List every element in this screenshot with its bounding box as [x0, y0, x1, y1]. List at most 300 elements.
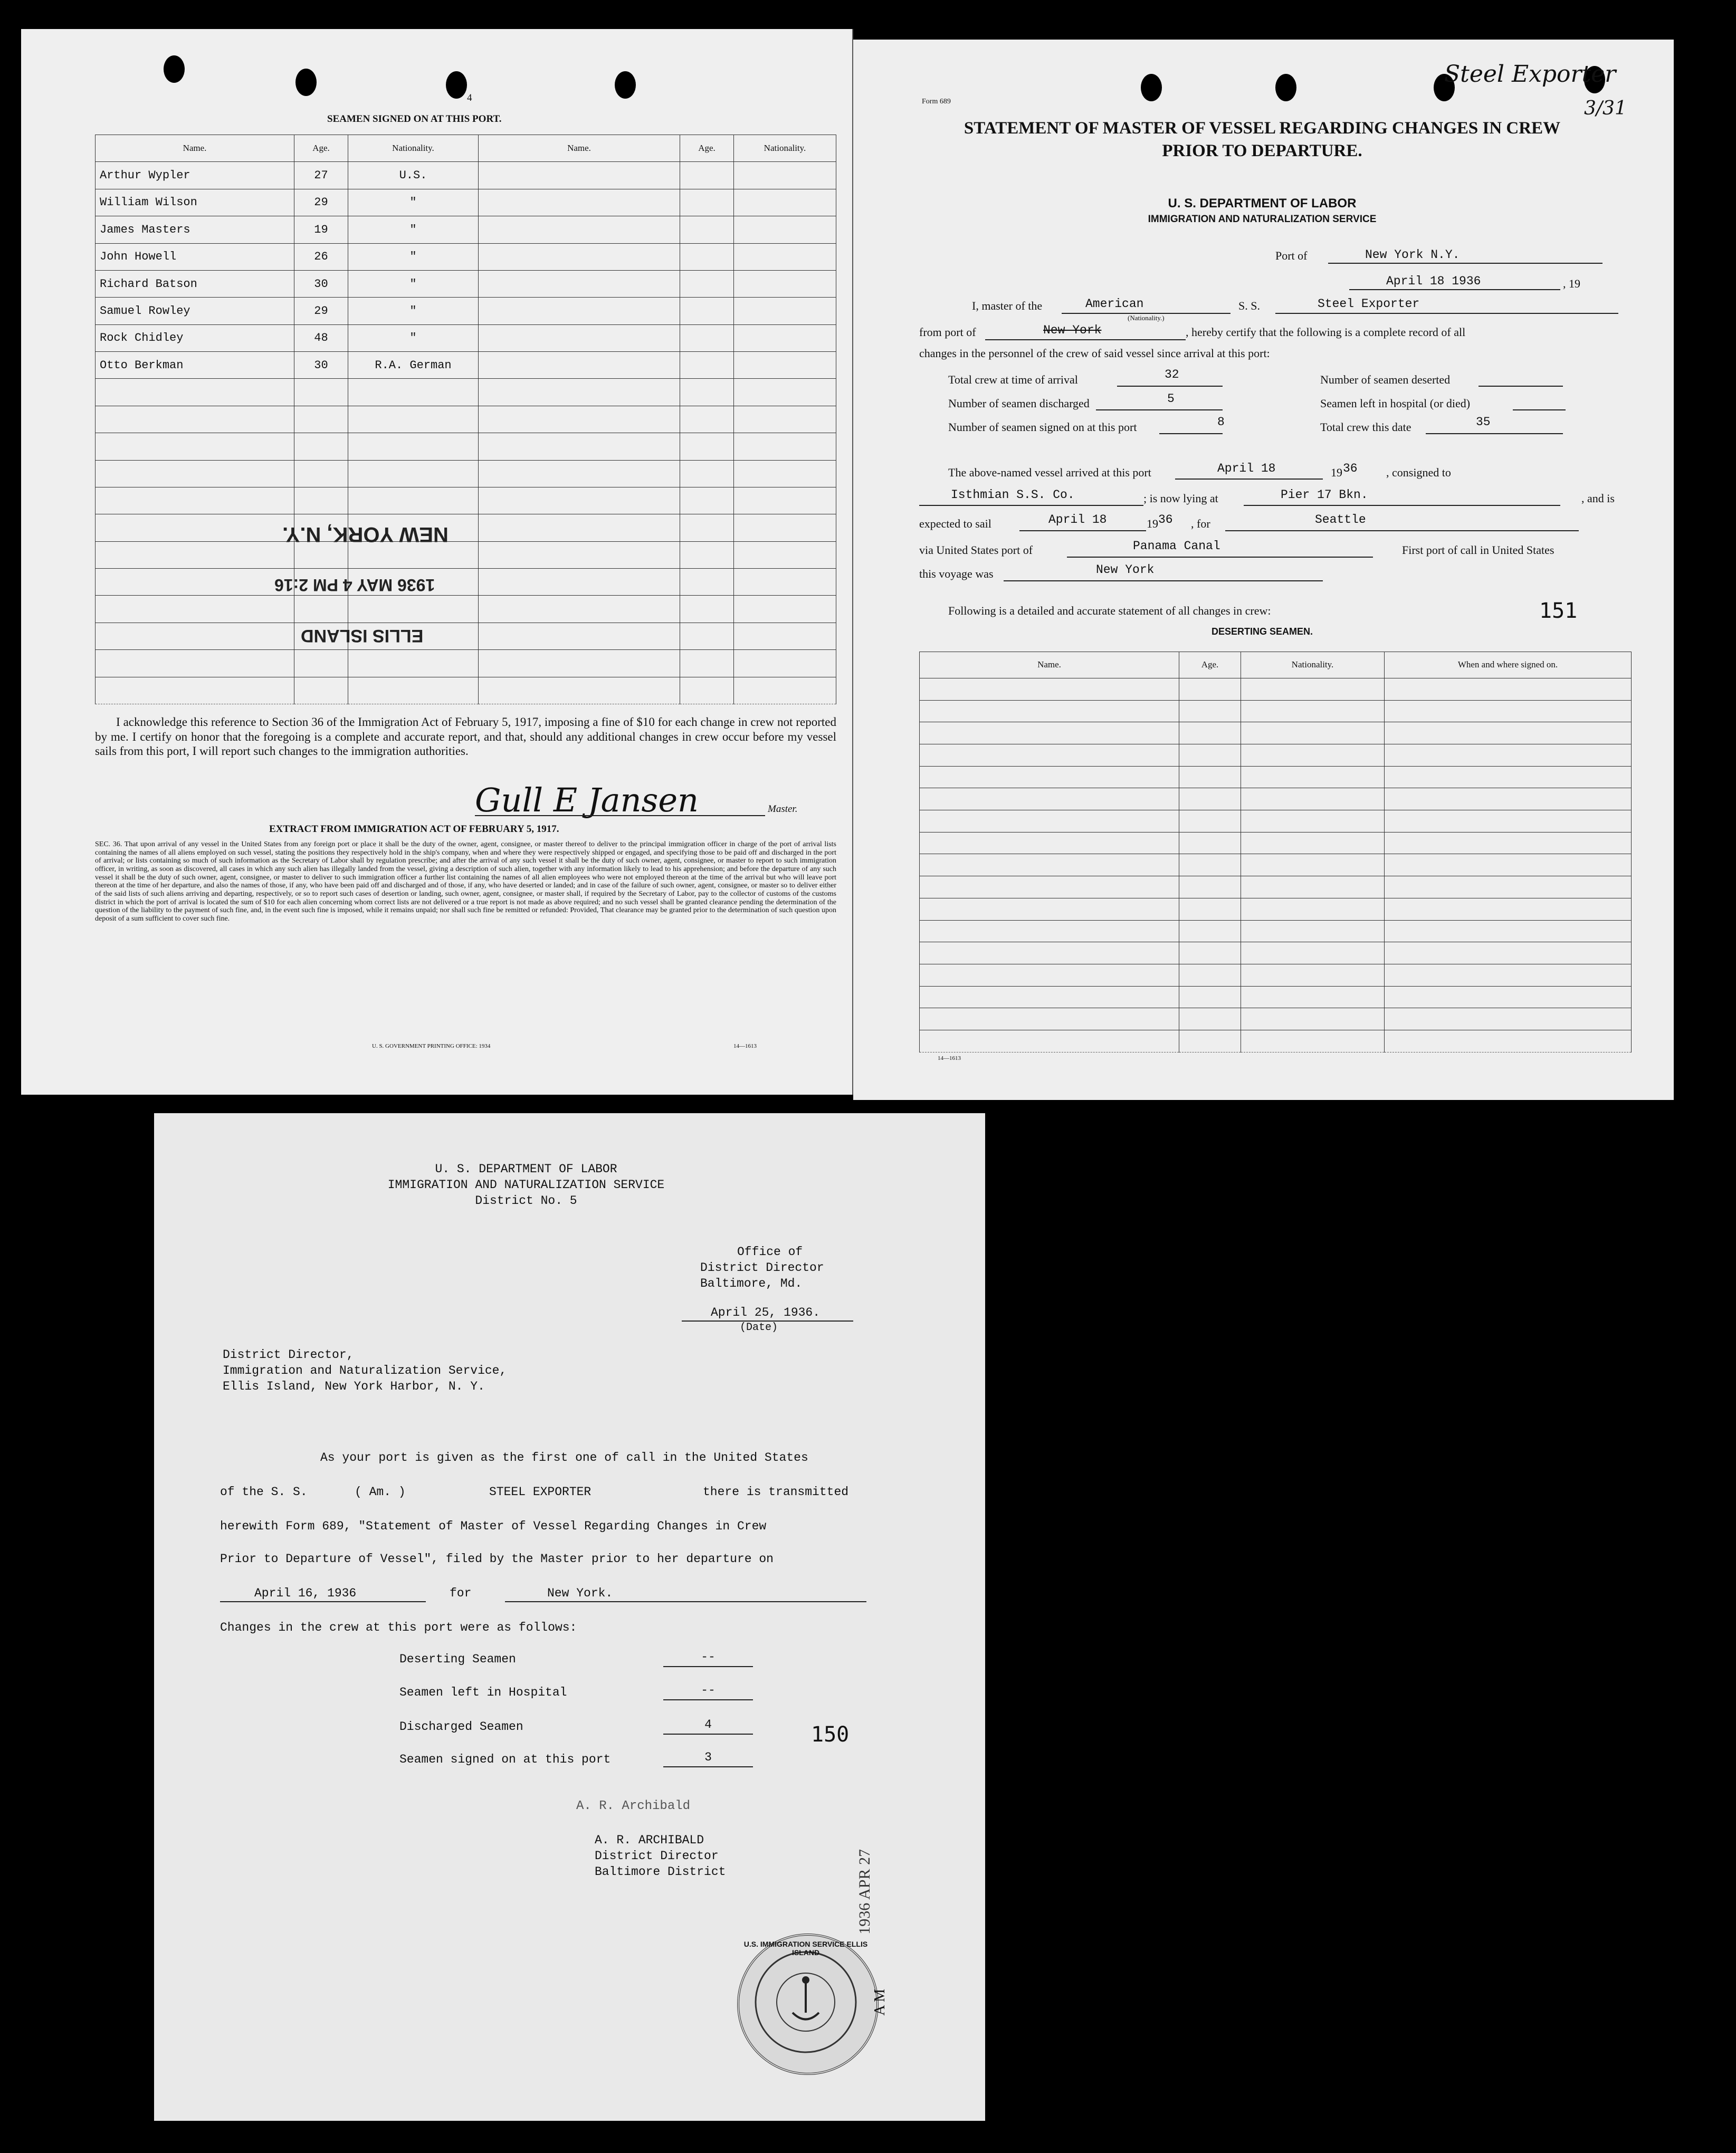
empty-cell [920, 1030, 1179, 1052]
empty-cell [479, 352, 680, 379]
empty-cell [479, 324, 680, 351]
empty-cell [920, 766, 1179, 788]
change-value-line [663, 1666, 753, 1667]
body-line3: herewith Form 689, "Statement of Master of Vessel Regarding Changes in Crew [220, 1519, 767, 1533]
empty-cell [920, 964, 1179, 986]
empty-cell [1179, 964, 1241, 986]
col-header-nationality: Nationality. [734, 135, 836, 162]
change-value: 4 [704, 1718, 712, 1731]
empty-cell [294, 650, 348, 677]
printing-office-footer: U. S. GOVERNMENT PRINTING OFFICE: 1934 [372, 1043, 491, 1049]
page-number: 4 [467, 92, 472, 103]
cell-nationality: R.A. German [348, 352, 479, 379]
form-number: Form 689 [922, 98, 951, 106]
empty-cell [348, 487, 479, 514]
col-header-when-where: When and where signed on. [1385, 652, 1632, 678]
empty-cell [96, 514, 294, 541]
table-row [920, 964, 1632, 986]
table-row [920, 832, 1632, 854]
signer-district: Baltimore District [595, 1865, 726, 1879]
expected-label: expected to sail [919, 517, 991, 530]
addressee-line1: District Director, [223, 1348, 354, 1362]
empty-cell [734, 352, 836, 379]
empty-cell [1385, 876, 1632, 898]
empty-cell [348, 677, 479, 704]
table-row [96, 406, 836, 433]
empty-cell [1241, 854, 1385, 876]
empty-cell [1385, 678, 1632, 700]
empty-cell [1241, 678, 1385, 700]
empty-cell [348, 650, 479, 677]
form-code-footer: 14—1613 [938, 1055, 961, 1061]
date-caption: (Date) [740, 1322, 778, 1334]
arrived-year-value: 36 [1343, 462, 1358, 475]
sail-year-prefix: 19 [1147, 517, 1158, 530]
cell-age: 29 [294, 189, 348, 216]
punch-hole [1141, 74, 1162, 101]
handwritten-number: 3/31 [1584, 98, 1627, 119]
empty-cell [734, 487, 836, 514]
empty-cell [294, 379, 348, 406]
empty-cell [920, 744, 1179, 766]
signer-title: District Director [595, 1849, 719, 1863]
cell-nationality: " [348, 270, 479, 297]
voyage-label: this voyage was [919, 567, 994, 580]
total-crew-date-label: Total crew this date [1320, 420, 1411, 434]
empty-cell [1241, 810, 1385, 833]
hospital-line [1513, 409, 1566, 410]
certify-text: , hereby certify that the following is a complete record of all [1186, 326, 1466, 339]
body-line4: Prior to Departure of Vessel", filed by the Master prior to her departure on [220, 1552, 774, 1566]
empty-cell [680, 460, 734, 487]
received-date-stamp: 1936 APR 27 [856, 1849, 873, 1935]
cell-age: 26 [294, 243, 348, 270]
deserting-header: DESERTING SEAMEN. [1211, 626, 1313, 637]
empty-cell [479, 433, 680, 460]
changes-text: changes in the personnel of the crew of said vessel since arrival at this port: [919, 347, 1270, 360]
empty-cell [96, 569, 294, 596]
total-crew-arrival-label: Total crew at time of arrival [948, 373, 1078, 386]
ss-label: S. S. [1238, 299, 1260, 312]
col-header-nationality: Nationality. [348, 135, 479, 162]
empty-cell [479, 298, 680, 324]
empty-cell [734, 298, 836, 324]
cell-nationality: U.S. [348, 162, 479, 189]
table-row [920, 876, 1632, 898]
empty-cell [734, 569, 836, 596]
empty-cell [294, 677, 348, 704]
consignee-line [919, 505, 1143, 506]
immigration-seal [737, 1934, 879, 2075]
arrived-line [1175, 479, 1323, 480]
signature-line [475, 815, 765, 816]
empty-cell [96, 677, 294, 704]
destination-line [1225, 530, 1579, 531]
table-row [96, 541, 836, 568]
master-label: Master. [768, 803, 798, 815]
cell-nationality: " [348, 243, 479, 270]
table-row [920, 788, 1632, 810]
body-line2-nationality: ( Am. ) [355, 1485, 406, 1499]
via-line [1067, 557, 1373, 558]
change-label: Deserting Seamen [399, 1652, 516, 1666]
empty-cell [734, 677, 836, 704]
changes-intro: Changes in the crew at this port were as follows: [220, 1621, 577, 1634]
empty-cell [1241, 1008, 1385, 1030]
ship-name-value: Steel Exporter [1318, 297, 1420, 311]
punch-hole [164, 55, 185, 83]
cell-age: 19 [294, 216, 348, 243]
empty-cell [96, 650, 294, 677]
total-crew-date-value: 35 [1476, 415, 1491, 429]
department-name: U. S. DEPARTMENT OF LABOR [1168, 196, 1357, 210]
empty-cell [479, 487, 680, 514]
punch-hole [1275, 74, 1296, 101]
empty-cell [920, 788, 1179, 810]
col-header-age: Age. [1179, 652, 1241, 678]
cell-nationality: " [348, 298, 479, 324]
change-value-line [663, 1699, 753, 1700]
empty-cell [1179, 920, 1241, 942]
empty-cell [1385, 986, 1632, 1008]
sequence-stamp-number: 151 [1539, 599, 1578, 623]
date-line [1349, 289, 1560, 290]
table-row [96, 623, 836, 649]
from-port-value: New York [1043, 323, 1102, 337]
statement-title-line2: PRIOR TO DEPARTURE. [1162, 141, 1362, 160]
empty-cell [734, 541, 836, 568]
empty-cell [680, 298, 734, 324]
empty-cell [1179, 898, 1241, 920]
cell-age: 30 [294, 270, 348, 297]
table-row [96, 270, 836, 297]
change-value: -- [701, 1683, 716, 1697]
destination-value: Seattle [1315, 513, 1366, 527]
table-row [920, 722, 1632, 744]
empty-cell [294, 406, 348, 433]
signer-name: A. R. ARCHIBALD [595, 1833, 704, 1847]
empty-cell [680, 487, 734, 514]
empty-cell [1385, 964, 1632, 986]
empty-cell [96, 460, 294, 487]
cell-age: 29 [294, 298, 348, 324]
and-is-label: , and is [1581, 492, 1615, 505]
empty-cell [1179, 1008, 1241, 1030]
empty-cell [479, 677, 680, 704]
consignee-value: Isthmian S.S. Co. [951, 488, 1075, 502]
empty-cell [680, 569, 734, 596]
empty-cell [479, 189, 680, 216]
discharged-line [1096, 409, 1223, 410]
empty-cell [680, 270, 734, 297]
letter-district: District No. 5 [475, 1194, 577, 1208]
body-line2-ship: STEEL EXPORTER [489, 1485, 592, 1499]
cell-name: Otto Berkman [96, 352, 294, 379]
empty-cell [1179, 810, 1241, 833]
addressee-line2: Immigration and Naturalization Service, [223, 1364, 507, 1377]
empty-cell [1179, 854, 1241, 876]
via-value: Panama Canal [1133, 539, 1220, 553]
cell-name: John Howell [96, 243, 294, 270]
deserting-seamen-table [919, 652, 1632, 1052]
discharged-value: 5 [1167, 392, 1175, 406]
port-label: Port of [1275, 249, 1308, 262]
port-stamp-date: 1936 MAY 4 PM 2:16 [274, 576, 435, 595]
port-stamp-city: NEW YORK, N.Y. [282, 523, 449, 546]
signed-on-label: Number of seamen signed on at this port [948, 420, 1137, 434]
empty-cell [680, 650, 734, 677]
empty-cell [680, 162, 734, 189]
change-label: Seamen signed on at this port [399, 1753, 611, 1766]
empty-cell [1385, 854, 1632, 876]
empty-cell [1241, 744, 1385, 766]
empty-cell [479, 569, 680, 596]
table-row [920, 766, 1632, 788]
table-row [96, 677, 836, 704]
office-line2: District Director [700, 1261, 824, 1275]
table-row [96, 460, 836, 487]
cell-name: Richard Batson [96, 270, 294, 297]
arrived-label: The above-named vessel arrived at this port [948, 466, 1151, 479]
empty-cell [1385, 700, 1632, 722]
cell-nationality: " [348, 189, 479, 216]
table-row [96, 298, 836, 324]
change-value-line [663, 1766, 753, 1767]
empty-cell [479, 270, 680, 297]
port-stamp-ellis-island: ELLIS ISLAND [301, 626, 424, 646]
departure-date: April 16, 1936 [254, 1586, 357, 1600]
for-label: for [450, 1586, 472, 1600]
form-code-footer: 14—1613 [733, 1043, 757, 1049]
office-line3: Baltimore, Md. [700, 1277, 803, 1290]
voyage-line [1004, 580, 1323, 581]
table-row [96, 379, 836, 406]
empty-cell [1179, 788, 1241, 810]
col-header-nationality: Nationality. [1241, 652, 1385, 678]
total-crew-arrival-value: 32 [1165, 368, 1179, 381]
empty-cell [734, 243, 836, 270]
empty-cell [1241, 700, 1385, 722]
for-label: , for [1191, 517, 1210, 530]
table-row [920, 744, 1632, 766]
empty-cell [1385, 920, 1632, 942]
table-row [920, 854, 1632, 876]
table-row [96, 162, 836, 189]
empty-cell [479, 623, 680, 649]
empty-cell [1241, 832, 1385, 854]
empty-cell [479, 596, 680, 623]
voyage-value: New York [1096, 563, 1155, 577]
empty-cell [1241, 898, 1385, 920]
empty-cell [920, 700, 1179, 722]
empty-cell [1241, 1030, 1385, 1052]
from-port-label: from port of [919, 326, 976, 339]
col-header-name: Name. [920, 652, 1179, 678]
empty-cell [920, 986, 1179, 1008]
signed-on-value: 8 [1217, 415, 1225, 429]
empty-cell [920, 1008, 1179, 1030]
cell-name: Samuel Rowley [96, 298, 294, 324]
cell-age: 30 [294, 352, 348, 379]
change-value: -- [701, 1650, 716, 1664]
cell-age: 27 [294, 162, 348, 189]
empty-cell [1385, 898, 1632, 920]
empty-cell [680, 541, 734, 568]
handwritten-ship-name: Steel Exporter [1444, 61, 1616, 88]
empty-cell [734, 596, 836, 623]
master-of-label: I, master of the [972, 299, 1043, 312]
table-row [920, 898, 1632, 920]
empty-cell [680, 324, 734, 351]
empty-cell [920, 942, 1179, 964]
col-header-age: Age. [294, 135, 348, 162]
year-prefix: , 19 [1563, 277, 1580, 290]
empty-cell [479, 379, 680, 406]
lying-label: ; is now lying at [1143, 492, 1218, 505]
empty-cell [1241, 942, 1385, 964]
via-label: via United States port of [919, 543, 1033, 557]
empty-cell [734, 379, 836, 406]
sail-year-value: 36 [1158, 513, 1173, 527]
empty-cell [734, 514, 836, 541]
empty-cell [920, 722, 1179, 744]
ship-line [1275, 313, 1618, 314]
nationality-value: American [1085, 297, 1144, 311]
empty-cell [479, 243, 680, 270]
table-row [96, 514, 836, 541]
empty-cell [680, 596, 734, 623]
punch-hole [295, 69, 317, 96]
empty-cell [1385, 744, 1632, 766]
letter-date: April 25, 1936. [711, 1306, 821, 1319]
change-label: Seamen left in Hospital [399, 1686, 567, 1699]
empty-cell [920, 920, 1179, 942]
empty-cell [294, 487, 348, 514]
change-value-line [663, 1734, 753, 1735]
empty-cell [1385, 1030, 1632, 1052]
cell-age: 48 [294, 324, 348, 351]
section-header: SEAMEN SIGNED ON AT THIS PORT. [327, 113, 502, 125]
table-row [920, 986, 1632, 1008]
statement-title: STATEMENT OF MASTER OF VESSEL REGARDING CHANGES IN CREW [964, 119, 1561, 138]
body-line2-ss: of the S. S. [220, 1485, 308, 1499]
table-row [96, 650, 836, 677]
empty-cell [680, 433, 734, 460]
cell-name: Arthur Wypler [96, 162, 294, 189]
first-port-label: First port of call in United States [1402, 543, 1554, 557]
empty-cell [348, 596, 479, 623]
office-line1: Office of [737, 1245, 803, 1259]
date-value: April 18 1936 [1386, 274, 1481, 288]
pier-value: Pier 17 Bkn. [1281, 488, 1368, 502]
signed-on-line [1159, 433, 1223, 434]
empty-cell [734, 216, 836, 243]
empty-cell [348, 460, 479, 487]
empty-cell [294, 596, 348, 623]
empty-cell [1385, 722, 1632, 744]
nationality-caption: (Nationality.) [1128, 314, 1165, 322]
empty-cell [96, 433, 294, 460]
letter-service: IMMIGRATION AND NATURALIZATION SERVICE [387, 1178, 665, 1192]
empty-cell [479, 650, 680, 677]
empty-cell [348, 379, 479, 406]
acknowledgement-text: I acknowledge this reference to Section 36 of the Immigration Act of February 5, 1917, imposing a fine of $10 for each change in crew not reported by me. I certify on honor that the foregoing is a complete and accurate report, and that, should any additional changes in crew occur before my vessel sails from this port, I will report such changes to the immigration authorities. [95, 715, 836, 758]
empty-cell [680, 189, 734, 216]
table-row [96, 243, 836, 270]
total-crew-arrival-line [1117, 386, 1223, 387]
cell-name: William Wilson [96, 189, 294, 216]
master-signature: Gull E Jansen [475, 781, 699, 819]
change-value: 3 [704, 1750, 712, 1764]
empty-cell [479, 216, 680, 243]
empty-cell [479, 514, 680, 541]
margin-letters: A M [872, 1989, 888, 2016]
sail-date-value: April 18 [1048, 513, 1107, 527]
seamen-signed-on-table [95, 135, 836, 704]
deserted-line [1479, 386, 1563, 387]
table-row [920, 678, 1632, 700]
empty-cell [1385, 832, 1632, 854]
empty-cell [1179, 942, 1241, 964]
empty-cell [479, 162, 680, 189]
empty-cell [680, 623, 734, 649]
addressee-line3: Ellis Island, New York Harbor, N. Y. [223, 1380, 485, 1393]
port-value: New York N.Y. [1365, 248, 1460, 262]
discharged-label: Number of seamen discharged [948, 397, 1090, 410]
empty-cell [920, 810, 1179, 833]
empty-cell [1179, 678, 1241, 700]
empty-cell [1241, 876, 1385, 898]
arrived-value: April 18 [1217, 462, 1276, 475]
punch-hole [615, 71, 636, 99]
empty-cell [479, 460, 680, 487]
service-name: IMMIGRATION AND NATURALIZATION SERVICE [1148, 214, 1377, 225]
departure-date-line [220, 1601, 426, 1602]
empty-cell [680, 406, 734, 433]
table-row [96, 433, 836, 460]
empty-cell [1241, 986, 1385, 1008]
empty-cell [734, 433, 836, 460]
port-line [1328, 263, 1603, 264]
sail-date-line [1019, 530, 1146, 531]
empty-cell [680, 514, 734, 541]
empty-cell [920, 854, 1179, 876]
empty-cell [734, 189, 836, 216]
empty-cell [1241, 722, 1385, 744]
empty-cell [1385, 942, 1632, 964]
total-crew-date-line [1426, 433, 1563, 434]
empty-cell [680, 216, 734, 243]
empty-cell [1179, 1030, 1241, 1052]
table-row [96, 352, 836, 379]
departure-port-line [505, 1601, 866, 1602]
empty-cell [734, 162, 836, 189]
empty-cell [680, 379, 734, 406]
table-row [920, 920, 1632, 942]
table-row [920, 942, 1632, 964]
right-page [853, 40, 1674, 1100]
deserted-label: Number of seamen deserted [1320, 373, 1451, 386]
sequence-stamp-number: 150 [811, 1723, 850, 1747]
body-line1: As your port is given as the first one of call in the United States [320, 1451, 808, 1465]
empty-cell [96, 623, 294, 649]
empty-cell [1385, 1008, 1632, 1030]
from-port-line [985, 339, 1186, 340]
table-row [96, 487, 836, 514]
change-label: Discharged Seamen [399, 1720, 523, 1734]
empty-cell [294, 460, 348, 487]
empty-cell [734, 270, 836, 297]
